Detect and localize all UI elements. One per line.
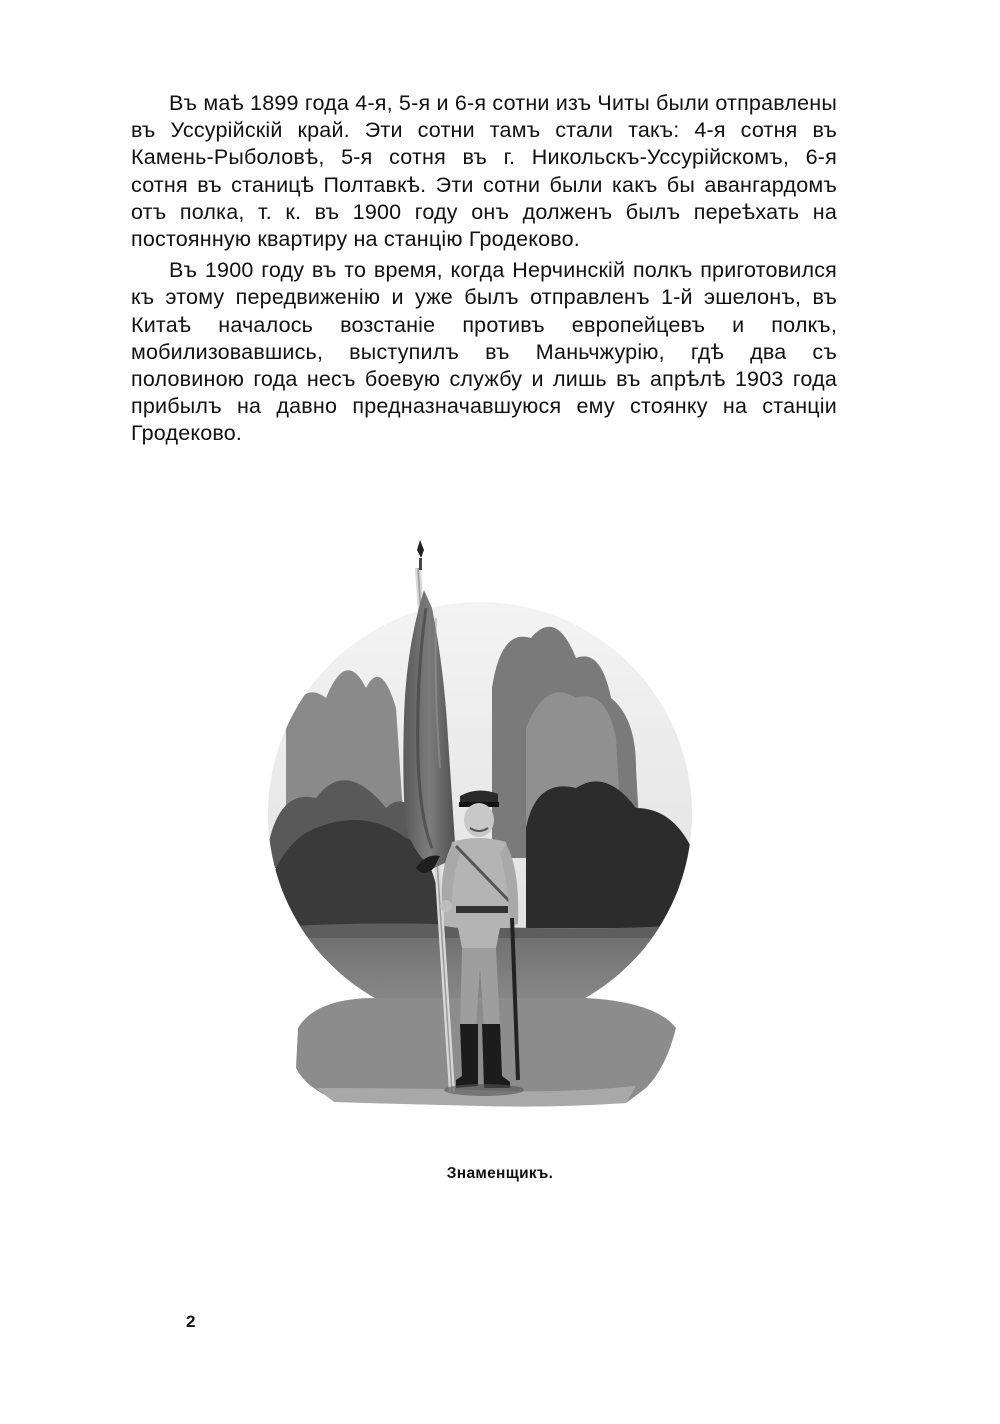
pole-finial [417, 540, 424, 558]
paragraph-2: Въ 1900 году въ то время, когда Нерчинскій полкъ приготовился къ этому передвиженію и уже былъ отправленъ 1-й эшелонъ, въ Китаѣ началось возстаніе противъ европейцевъ и полкъ, мобилизовавшись, выступилъ въ Маньчжурію, гдѣ два съ половиною года несъ боевую службу и лишь въ апрѣлѣ 1903 года прибылъ на давно предназначавшуюся ему стоянку на станціи Гродеково. [131, 258, 837, 446]
photo-illustration [256, 528, 704, 1128]
paragraph-1: Въ маѣ 1899 года 4-я, 5-я и 6-я сотни изъ Читы были отправлены въ Уссурійскій край. Эти сотни тамъ стали такъ: 4-я сотня въ Камень-Рыболовѣ, 5-я сотня въ г. Никольскъ-Уссурійскомъ, 6-я сотня въ станицѣ Полтавкѣ. Эти сотни были какъ бы авангардомъ отъ полка, т. к. въ 1900 году онъ долженъ былъ переѣхать на постоянную квартиру на станцію Гродеково. [131, 91, 837, 252]
photo-caption: Знаменщикъ. [446, 1165, 554, 1182]
body-text [131, 90, 837, 452]
page-number: 2 [186, 1312, 196, 1331]
photo-standard-bearer [256, 528, 704, 1128]
